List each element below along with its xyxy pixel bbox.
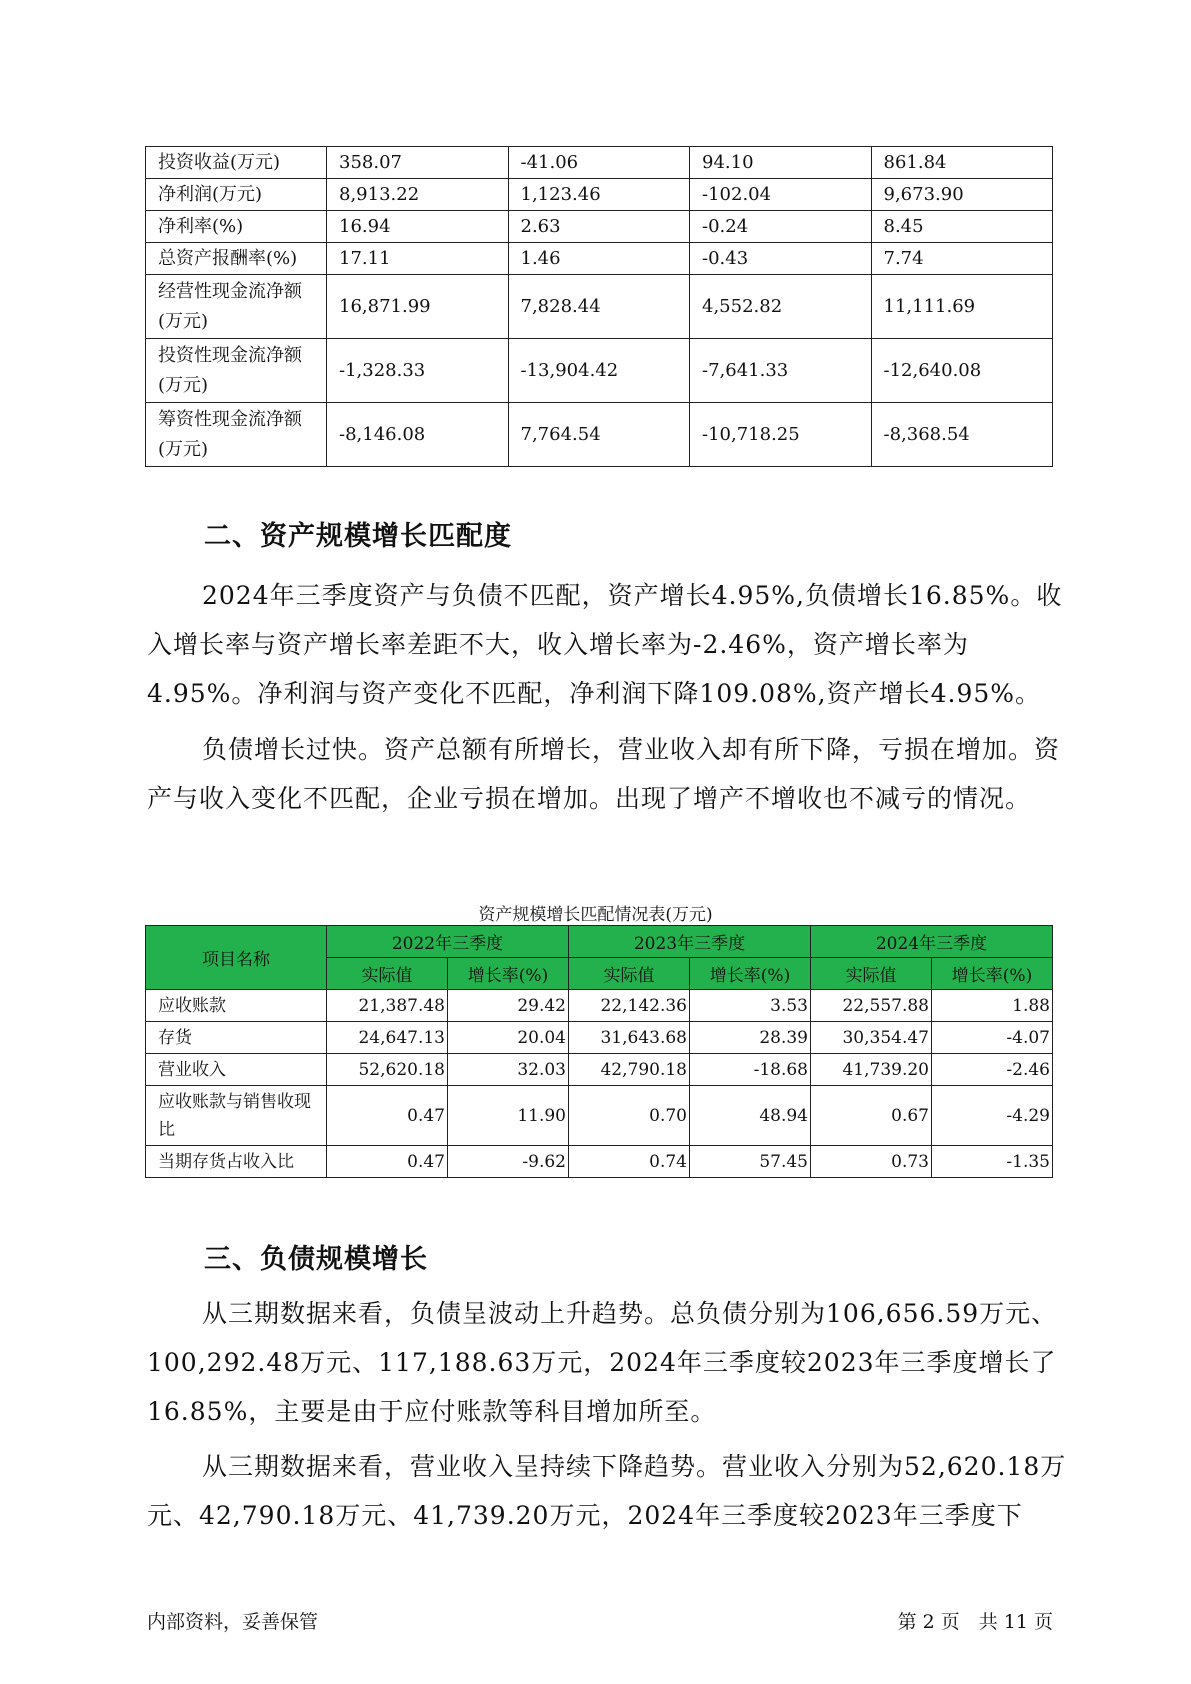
column-header: 增长率(%) (932, 958, 1053, 990)
table-row (146, 211, 1053, 243)
cell-value: 57.45 (690, 1146, 811, 1178)
page-number: 第 2 页 共 11 页 (897, 1611, 1053, 1633)
row-label: 经营性现金流净额(万元) (146, 275, 327, 339)
footer-confidential-note: 内部资料，妥善保管 (147, 1611, 319, 1633)
cell-value: 0.70 (569, 1086, 690, 1146)
column-header: 实际值 (327, 958, 448, 990)
cell-value: 16.94 (327, 211, 509, 243)
cell-value: 24,647.13 (327, 1022, 448, 1054)
cell-value: -4.07 (932, 1022, 1053, 1054)
table-row (146, 275, 1053, 339)
cell-value: -41.06 (508, 147, 690, 179)
cell-value: -102.04 (690, 179, 872, 211)
cell-value: -1,328.33 (327, 339, 509, 403)
cell-value: 16,871.99 (327, 275, 509, 339)
column-header: 2023年三季度 (569, 926, 811, 958)
cell-value: -1.35 (932, 1146, 1053, 1178)
table-row (146, 1022, 1053, 1054)
column-header: 增长率(%) (448, 958, 569, 990)
cell-value: 31,643.68 (569, 1022, 690, 1054)
table-row (146, 1086, 1053, 1146)
cell-value: -4.29 (932, 1086, 1053, 1146)
paragraph: 从三期数据来看，负债呈波动上升趋势。总负债分别为106,656.59万元、100,292.48万元、117,188.63万元，2024年三季度较2023年三季度增长了16.85%，主要是由于应付账款等科目增加所至。 (147, 1299, 1058, 1426)
row-label: 应收账款 (146, 990, 327, 1022)
cell-value: 21,387.48 (327, 990, 448, 1022)
cell-value: 29.42 (448, 990, 569, 1022)
cell-value: 30,354.47 (811, 1022, 932, 1054)
cell-value: 42,790.18 (569, 1054, 690, 1086)
cell-value: -0.24 (690, 211, 872, 243)
cell-value: 9,673.90 (871, 179, 1053, 211)
table-row (146, 243, 1053, 275)
section-heading: 三、负债规模增长 (204, 1244, 428, 1275)
column-header: 2022年三季度 (327, 926, 569, 958)
cell-value: 17.11 (327, 243, 509, 275)
row-label: 营业收入 (146, 1054, 327, 1086)
row-label: 投资性现金流净额(万元) (146, 339, 327, 403)
cell-value: 861.84 (871, 147, 1053, 179)
cell-value: 22,557.88 (811, 990, 932, 1022)
cell-value: -8,146.08 (327, 403, 509, 467)
cell-value: -13,904.42 (508, 339, 690, 403)
cell-value: 11,111.69 (871, 275, 1053, 339)
financial-metrics-table (145, 146, 1053, 467)
cell-value: 28.39 (690, 1022, 811, 1054)
cell-value: 3.53 (690, 990, 811, 1022)
table-row (146, 403, 1053, 467)
row-label: 当期存货占收入比 (146, 1146, 327, 1178)
row-label: 净利率(%) (146, 211, 327, 243)
row-label: 应收账款与销售收现比 (146, 1086, 327, 1146)
cell-value: -12,640.08 (871, 339, 1053, 403)
table-row (146, 1054, 1053, 1086)
cell-value: -2.46 (932, 1054, 1053, 1086)
paragraph: 从三期数据来看，营业收入呈持续下降趋势。营业收入分别为52,620.18万元、42,790.18万元、41,739.20万元，2024年三季度较2023年三季度下 (147, 1452, 1067, 1530)
cell-value: 11.90 (448, 1086, 569, 1146)
cell-value: -10,718.25 (690, 403, 872, 467)
cell-value: 0.74 (569, 1146, 690, 1178)
table-row (146, 339, 1053, 403)
paragraph: 2024年三季度资产与负债不匹配，资产增长4.95%,负债增长16.85%。收入增长率与资产增长率差距不大，收入增长率为-2.46%，资产增长率为4.95%。净利润与资产变化不匹配，净利润下降109.08%,资产增长4.95%。 (147, 581, 1063, 708)
cell-value: 8.45 (871, 211, 1053, 243)
cell-value: 7,764.54 (508, 403, 690, 467)
table-row (146, 1146, 1053, 1178)
asset-growth-table (145, 925, 1053, 1178)
cell-value: 1,123.46 (508, 179, 690, 211)
column-header: 项目名称 (146, 926, 327, 990)
cell-value: 2.63 (508, 211, 690, 243)
cell-value: 7,828.44 (508, 275, 690, 339)
cell-value: 22,142.36 (569, 990, 690, 1022)
cell-value: 48.94 (690, 1086, 811, 1146)
cell-value: 7.74 (871, 243, 1053, 275)
cell-value: 0.73 (811, 1146, 932, 1178)
cell-value: -0.43 (690, 243, 872, 275)
row-label: 存货 (146, 1022, 327, 1054)
cell-value: 32.03 (448, 1054, 569, 1086)
table-caption: 资产规模增长匹配情况表(万元) (478, 905, 713, 925)
cell-value: 8,913.22 (327, 179, 509, 211)
cell-value: -18.68 (690, 1054, 811, 1086)
cell-value: 0.47 (327, 1086, 448, 1146)
cell-value: 4,552.82 (690, 275, 872, 339)
paragraph: 负债增长过快。资产总额有所增长，营业收入却有所下降，亏损在增加。资产与收入变化不匹配，企业亏损在增加。出现了增产不增收也不减亏的情况。 (147, 735, 1061, 813)
column-header: 实际值 (569, 958, 690, 990)
row-label: 净利润(万元) (146, 179, 327, 211)
cell-value: 94.10 (690, 147, 872, 179)
cell-value: 20.04 (448, 1022, 569, 1054)
table-row (146, 147, 1053, 179)
row-label: 总资产报酬率(%) (146, 243, 327, 275)
row-label: 筹资性现金流净额(万元) (146, 403, 327, 467)
table-header-row (146, 926, 1053, 958)
cell-value: -9.62 (448, 1146, 569, 1178)
cell-value: 41,739.20 (811, 1054, 932, 1086)
cell-value: -7,641.33 (690, 339, 872, 403)
cell-value: 358.07 (327, 147, 509, 179)
cell-value: 1.46 (508, 243, 690, 275)
cell-value: 52,620.18 (327, 1054, 448, 1086)
cell-value: 1.88 (932, 990, 1053, 1022)
cell-value: 0.67 (811, 1086, 932, 1146)
table-row (146, 990, 1053, 1022)
column-header: 实际值 (811, 958, 932, 990)
cell-value: 0.47 (327, 1146, 448, 1178)
row-label: 投资收益(万元) (146, 147, 327, 179)
column-header: 增长率(%) (690, 958, 811, 990)
section-heading: 二、资产规模增长匹配度 (204, 521, 512, 552)
column-header: 2024年三季度 (811, 926, 1053, 958)
cell-value: -8,368.54 (871, 403, 1053, 467)
table-row (146, 179, 1053, 211)
